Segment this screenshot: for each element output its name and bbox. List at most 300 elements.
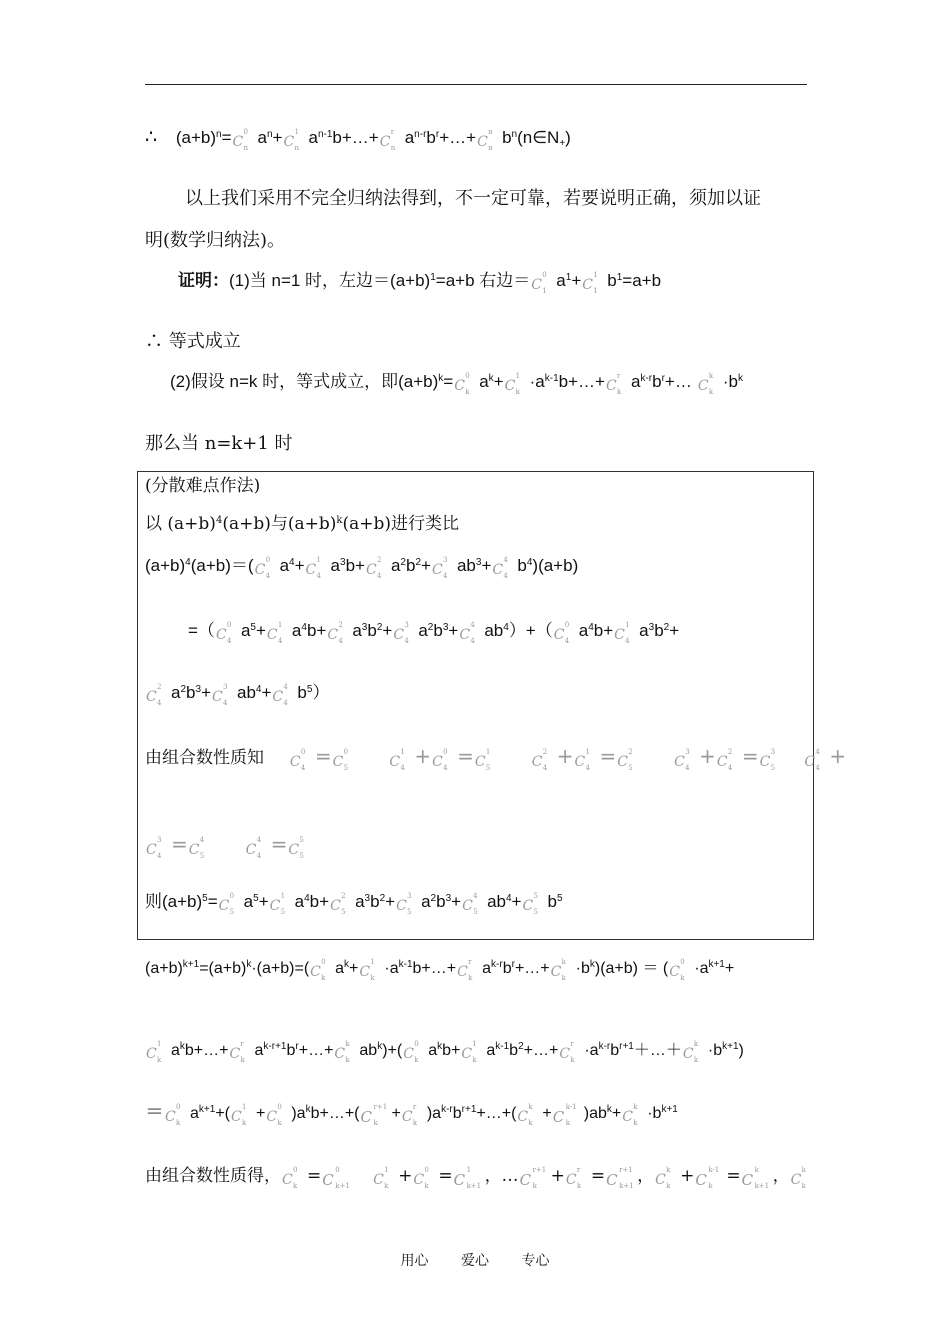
t: ， bbox=[772, 1166, 790, 1186]
t: + bbox=[382, 621, 393, 640]
e: k bbox=[246, 959, 252, 970]
t: ab bbox=[237, 683, 256, 702]
e: 3 bbox=[340, 557, 346, 568]
t: +… bbox=[664, 372, 692, 391]
binom-n-r: C r n bbox=[379, 128, 396, 152]
e: 3 bbox=[442, 622, 449, 633]
e: k-r bbox=[441, 1104, 453, 1115]
t: a bbox=[171, 683, 181, 702]
t: =a+b 右边＝ bbox=[435, 271, 531, 290]
t: b bbox=[509, 1042, 519, 1059]
then-k-plus-1: 那么当 n=k+1 时 bbox=[145, 433, 293, 454]
t: a bbox=[355, 892, 365, 911]
t: + bbox=[699, 744, 716, 768]
t: b bbox=[186, 683, 196, 702]
binom: C 0 k bbox=[266, 1103, 282, 1127]
t: )+( bbox=[382, 1042, 403, 1059]
binom: C k k bbox=[655, 1166, 671, 1190]
lhs: (a+b) bbox=[175, 128, 216, 147]
t: b bbox=[367, 621, 377, 640]
expand-4-line-2 bbox=[188, 622, 679, 646]
binom: C 4 5 bbox=[188, 836, 205, 860]
proof-label: 证明： bbox=[178, 271, 229, 290]
t: = bbox=[438, 1166, 453, 1186]
t: a bbox=[421, 892, 431, 911]
t: b bbox=[286, 1042, 296, 1059]
binom: C r+1 k bbox=[519, 1166, 547, 1190]
e: 4 bbox=[526, 557, 533, 568]
binom: C 1 k bbox=[146, 1040, 162, 1064]
t: 则(a+b) bbox=[145, 892, 203, 911]
equation-holds: ∴ 等式成立 bbox=[145, 331, 241, 352]
t: a bbox=[556, 271, 566, 290]
e: 2 bbox=[180, 684, 187, 695]
binomial-formula bbox=[145, 128, 571, 153]
t: a bbox=[308, 128, 318, 147]
t: (a+b)＝( bbox=[190, 556, 254, 575]
t: b bbox=[436, 892, 446, 911]
e: 1 bbox=[616, 272, 623, 283]
binom: C 2 4 bbox=[716, 748, 733, 772]
t: + bbox=[511, 892, 522, 911]
binom: C 3 4 bbox=[674, 748, 690, 772]
t: + bbox=[398, 1166, 413, 1186]
binom: C k k bbox=[517, 1103, 533, 1127]
binom-4-2: C 2 4 bbox=[365, 556, 382, 580]
e: k bbox=[179, 1041, 185, 1052]
binom: C 5 5 bbox=[522, 892, 538, 916]
t: a bbox=[291, 621, 302, 640]
binom: C 3 4 bbox=[393, 621, 409, 645]
e: 5 bbox=[253, 893, 259, 904]
t: ·(a+b)=( bbox=[251, 960, 310, 977]
binom: C 4 4 bbox=[245, 836, 262, 860]
expand-4-line bbox=[145, 557, 578, 581]
e: n-1 bbox=[317, 129, 333, 140]
t: = bbox=[270, 832, 288, 856]
t: + bbox=[448, 621, 459, 640]
binom: C 0 k bbox=[403, 1040, 419, 1064]
e: k bbox=[344, 959, 350, 970]
t: b bbox=[433, 621, 443, 640]
t: ·b bbox=[722, 372, 738, 391]
t: (a+b)与(a+b) bbox=[222, 514, 337, 534]
t: + bbox=[201, 683, 211, 702]
t: a bbox=[428, 1042, 438, 1059]
t: b+…+ bbox=[412, 960, 457, 977]
binom-k-k: C k k bbox=[697, 372, 714, 396]
t: ·a bbox=[694, 960, 709, 977]
binom: C 1 4 bbox=[266, 621, 283, 645]
e: k-r bbox=[640, 373, 653, 384]
t: + bbox=[258, 892, 269, 911]
t: ·b bbox=[575, 960, 590, 977]
t: +…+( bbox=[476, 1105, 517, 1122]
footer-text-2: 爱心 bbox=[461, 1253, 489, 1269]
t: a bbox=[243, 892, 254, 911]
binom-k-0: C 0 k bbox=[454, 372, 470, 396]
binom: C 0 5 bbox=[218, 892, 235, 916]
t: + bbox=[611, 1105, 622, 1122]
t: a bbox=[240, 621, 251, 640]
t: =(a+b) bbox=[199, 960, 247, 977]
t: + bbox=[451, 892, 462, 911]
binom: C 1 5 bbox=[269, 892, 286, 916]
footer bbox=[0, 1250, 950, 1270]
footer-text-1: 用心 bbox=[400, 1253, 429, 1269]
binom: C k k+1 bbox=[741, 1166, 770, 1190]
binom-4-0: C 0 4 bbox=[254, 556, 271, 580]
t: b bbox=[297, 683, 307, 702]
e: k-1 bbox=[495, 1041, 510, 1052]
t: + bbox=[724, 960, 735, 977]
e: k bbox=[336, 515, 343, 526]
t: ·a bbox=[584, 1042, 599, 1059]
t: b+…+ bbox=[332, 128, 379, 147]
t: ＝ bbox=[145, 1102, 165, 1123]
binom: C k-1 k bbox=[552, 1103, 577, 1127]
t: = bbox=[590, 1166, 606, 1186]
binom: C 0 4 bbox=[432, 748, 448, 772]
binom-k-r: C r k bbox=[605, 372, 622, 396]
t: ab bbox=[456, 556, 476, 575]
e: 2 bbox=[400, 557, 406, 568]
t: + bbox=[255, 621, 266, 640]
t: + bbox=[391, 1105, 401, 1122]
t: + bbox=[414, 744, 432, 768]
t: =a+b bbox=[622, 271, 662, 290]
t: + bbox=[261, 683, 272, 702]
binom: C 5 5 bbox=[288, 836, 304, 860]
t: b+ bbox=[442, 1042, 461, 1059]
e: 4 bbox=[503, 622, 509, 633]
binom: C 0 4 bbox=[215, 621, 232, 645]
property-label: 由组合数性质知 bbox=[145, 748, 264, 768]
e: n bbox=[511, 129, 518, 140]
binom: C 4 4 bbox=[804, 748, 820, 772]
binom: C r k bbox=[559, 1040, 575, 1064]
binom: C r k bbox=[229, 1040, 245, 1064]
t: ）+（ bbox=[508, 621, 553, 640]
e: r bbox=[661, 373, 665, 384]
t: )a bbox=[291, 1105, 306, 1122]
binom: C 0 k bbox=[413, 1166, 429, 1190]
t: a bbox=[254, 1042, 264, 1059]
t: +…+ bbox=[439, 128, 477, 147]
t: = bbox=[726, 1166, 741, 1186]
e: 4 bbox=[301, 622, 307, 633]
binom-4-3: C 3 4 bbox=[431, 556, 448, 580]
e: r+1 bbox=[461, 1104, 477, 1115]
binom: C 2 4 bbox=[327, 621, 343, 645]
t: +…+ bbox=[514, 960, 550, 977]
e: k bbox=[437, 1041, 443, 1052]
t: + bbox=[294, 556, 305, 575]
binom: C 1 4 bbox=[614, 621, 630, 645]
e: k+1 bbox=[198, 1104, 216, 1115]
t: = bbox=[207, 892, 218, 911]
e: 4 bbox=[255, 684, 262, 695]
e: k bbox=[377, 1041, 383, 1052]
binom-4-1: C 1 4 bbox=[305, 556, 321, 580]
t: +( bbox=[215, 1105, 230, 1122]
binom: C 0 4 bbox=[553, 621, 570, 645]
t: b+ bbox=[345, 556, 365, 575]
e: 4 bbox=[304, 893, 310, 904]
e: 2 bbox=[427, 622, 434, 633]
e: r+1 bbox=[619, 1041, 634, 1052]
e: 3 bbox=[361, 622, 368, 633]
e: n-r bbox=[414, 129, 427, 140]
binom: C 2 4 bbox=[531, 748, 548, 772]
e: k bbox=[606, 1104, 612, 1115]
t: a bbox=[482, 960, 492, 977]
e: k+1 bbox=[661, 1104, 678, 1115]
property-line-3 bbox=[145, 1168, 816, 1191]
t: + bbox=[493, 372, 504, 391]
e: r bbox=[435, 129, 440, 140]
paragraph-1: 以上我们采用不完全归纳法得到，不一定可靠，若要说明正确，须加以证 bbox=[185, 188, 761, 209]
t: 以 (a+b) bbox=[145, 514, 216, 534]
t: )a bbox=[426, 1105, 442, 1122]
e: 3 bbox=[648, 622, 655, 633]
binom: C 1 k bbox=[461, 1040, 477, 1064]
e: 1 bbox=[430, 272, 436, 283]
binom: C k k bbox=[622, 1103, 638, 1127]
binom: C 0 k bbox=[165, 1103, 181, 1127]
binom: C 3 4 bbox=[212, 683, 228, 707]
t: (a+b) bbox=[145, 960, 183, 977]
t: a bbox=[294, 892, 305, 911]
e: 1 bbox=[565, 272, 572, 283]
e: k+1 bbox=[708, 959, 725, 970]
e: 4 bbox=[289, 557, 295, 568]
t: ·a bbox=[384, 960, 399, 977]
binom: C k k bbox=[682, 1040, 699, 1064]
t: ) bbox=[738, 1042, 744, 1059]
t: ) bbox=[565, 128, 571, 147]
t: + bbox=[256, 1105, 266, 1122]
footer-text-3: 专心 bbox=[521, 1253, 550, 1269]
e: 4 bbox=[185, 557, 191, 568]
t: = bbox=[443, 372, 454, 391]
t: ·b bbox=[647, 1105, 662, 1122]
binom-1-1: C 1 1 bbox=[582, 271, 598, 295]
binom: C r k bbox=[401, 1103, 418, 1127]
e: + bbox=[559, 138, 566, 149]
t: b bbox=[452, 1105, 462, 1122]
binom: C r k bbox=[565, 1166, 582, 1190]
t: a bbox=[418, 621, 428, 640]
binom: C 0 k bbox=[310, 958, 326, 982]
t: a bbox=[335, 960, 345, 977]
binom: C 2 5 bbox=[617, 748, 633, 772]
binom: C 4 4 bbox=[459, 621, 475, 645]
t: ab bbox=[359, 1042, 378, 1059]
t: ab bbox=[484, 621, 504, 640]
binom: C 3 4 bbox=[146, 836, 162, 860]
analogy-line bbox=[145, 516, 459, 533]
t: =（ bbox=[188, 621, 215, 640]
t: ab bbox=[487, 892, 506, 911]
t: + bbox=[829, 744, 847, 768]
t: a bbox=[171, 1042, 180, 1059]
t: b bbox=[654, 621, 664, 640]
t: b+…+ bbox=[558, 372, 605, 391]
binom-n-1: C 1 n bbox=[283, 128, 299, 152]
t: b+…+( bbox=[310, 1105, 360, 1122]
t: a bbox=[390, 556, 401, 575]
t: + bbox=[385, 892, 396, 911]
t: (2)假设 n=k 时，等式成立，即(a+b) bbox=[170, 372, 439, 391]
e: k+1 bbox=[182, 959, 200, 970]
therefore-symbol: ∴ bbox=[145, 127, 158, 148]
t: a bbox=[639, 621, 649, 640]
e: k-1 bbox=[398, 959, 413, 970]
binom: C r+1 k bbox=[360, 1103, 388, 1127]
t: ·b bbox=[707, 1042, 723, 1059]
t: + bbox=[481, 556, 492, 575]
t: a bbox=[486, 1042, 496, 1059]
t: a bbox=[352, 621, 362, 640]
binom-1-0: C 0 1 bbox=[531, 271, 547, 295]
e: r bbox=[295, 1041, 299, 1052]
t: = bbox=[171, 832, 188, 856]
binom: C 1 5 bbox=[474, 748, 491, 772]
t: + bbox=[680, 1166, 695, 1186]
binom: C 3 5 bbox=[396, 892, 412, 916]
t: )(a+b) ＝ ( bbox=[594, 960, 669, 977]
binom: C k k bbox=[790, 1166, 806, 1190]
e: k bbox=[488, 373, 494, 384]
t: +…+ bbox=[298, 1042, 334, 1059]
paragraph-2: 明(数学归纳法)。 bbox=[145, 230, 286, 251]
e: 2 bbox=[518, 1041, 524, 1052]
e: 3 bbox=[195, 684, 202, 695]
box-title: (分散难点作法) bbox=[145, 476, 261, 496]
expand-4-line-3 bbox=[145, 684, 329, 708]
e: k-r bbox=[491, 959, 503, 970]
e: 2 bbox=[430, 893, 437, 904]
binom: C 2 5 bbox=[330, 892, 346, 916]
binom: C 0 k bbox=[669, 958, 685, 982]
t: + bbox=[349, 960, 359, 977]
binom: C 1 4 bbox=[389, 748, 405, 772]
binom: C 1 k bbox=[373, 1166, 389, 1190]
binom: C k-1 k bbox=[695, 1166, 720, 1190]
t: (n∈N bbox=[517, 128, 560, 147]
e: 5 bbox=[306, 684, 313, 695]
p: + bbox=[272, 128, 283, 147]
t: = bbox=[307, 1166, 322, 1186]
binom: C r+1 k+1 bbox=[606, 1166, 634, 1190]
binom: C 3 5 bbox=[759, 748, 776, 772]
t: + bbox=[556, 744, 574, 768]
header-rule bbox=[145, 84, 807, 85]
t: a bbox=[479, 372, 489, 391]
t: = bbox=[457, 744, 474, 768]
e: 5 bbox=[202, 893, 208, 904]
binom: C 1 k bbox=[359, 958, 375, 982]
t: b bbox=[502, 960, 512, 977]
t: ·a bbox=[529, 372, 545, 391]
e: 2 bbox=[376, 622, 383, 633]
t: + bbox=[571, 271, 582, 290]
binom: C 1 4 bbox=[574, 748, 590, 772]
binom: C k k bbox=[550, 958, 566, 982]
binom: C 4 4 bbox=[272, 683, 288, 707]
binom: C 0 k+1 bbox=[322, 1166, 350, 1190]
e: 2 bbox=[379, 893, 386, 904]
binom: C 4 5 bbox=[462, 892, 478, 916]
t: b+ bbox=[593, 621, 614, 640]
k-plus-1-expansion-2 bbox=[145, 1042, 744, 1065]
t: a bbox=[404, 128, 415, 147]
t: b bbox=[426, 128, 436, 147]
e: 4 bbox=[505, 893, 512, 904]
e: r bbox=[511, 959, 515, 970]
t: + bbox=[669, 621, 680, 640]
t: b bbox=[610, 1042, 620, 1059]
e: k bbox=[438, 373, 444, 384]
e: k bbox=[589, 959, 595, 970]
t: a bbox=[578, 621, 589, 640]
t: b bbox=[502, 128, 512, 147]
proof-step-1 bbox=[178, 272, 661, 296]
property-line-2 bbox=[145, 834, 313, 861]
t: b bbox=[652, 372, 662, 391]
e: 2 bbox=[415, 557, 422, 568]
t: )ab bbox=[583, 1105, 607, 1122]
e: k-1 bbox=[544, 373, 559, 384]
t: (a+b)进行类比 bbox=[342, 514, 459, 534]
t: b bbox=[547, 892, 557, 911]
proof-step-2 bbox=[170, 373, 743, 397]
t: = bbox=[741, 744, 759, 768]
t: +…+ bbox=[523, 1042, 559, 1059]
t: = bbox=[599, 744, 617, 768]
e: k bbox=[737, 373, 743, 384]
t: (1)当 n=1 时，左边＝(a+b) bbox=[229, 271, 431, 290]
k-plus-1-combined bbox=[145, 1103, 678, 1128]
t: ， bbox=[637, 1166, 655, 1186]
binom: C 0 k bbox=[282, 1166, 298, 1190]
e: 4 bbox=[215, 515, 223, 526]
t: b bbox=[517, 556, 527, 575]
t: b bbox=[405, 556, 416, 575]
result-line bbox=[145, 893, 563, 917]
t: b+ bbox=[309, 892, 330, 911]
t: a bbox=[279, 556, 290, 575]
e: n bbox=[266, 129, 273, 140]
binom: C k k bbox=[334, 1040, 350, 1064]
binom-4-4: C 4 4 bbox=[492, 556, 508, 580]
binom: C 1 k bbox=[231, 1103, 247, 1127]
binom-k-1: C 1 k bbox=[504, 372, 521, 396]
e: 3 bbox=[445, 893, 452, 904]
binom: C 0 5 bbox=[332, 748, 349, 772]
binom: C 0 4 bbox=[289, 748, 306, 772]
t: a bbox=[257, 128, 267, 147]
e: 3 bbox=[475, 557, 482, 568]
e: k-r+1 bbox=[263, 1041, 287, 1052]
t: + bbox=[542, 1105, 552, 1122]
t: b+…+ bbox=[184, 1042, 229, 1059]
property-label: 由组合数性质得， bbox=[145, 1166, 281, 1186]
e: 5 bbox=[250, 622, 256, 633]
e: k-r bbox=[598, 1041, 611, 1052]
e: k bbox=[305, 1104, 311, 1115]
